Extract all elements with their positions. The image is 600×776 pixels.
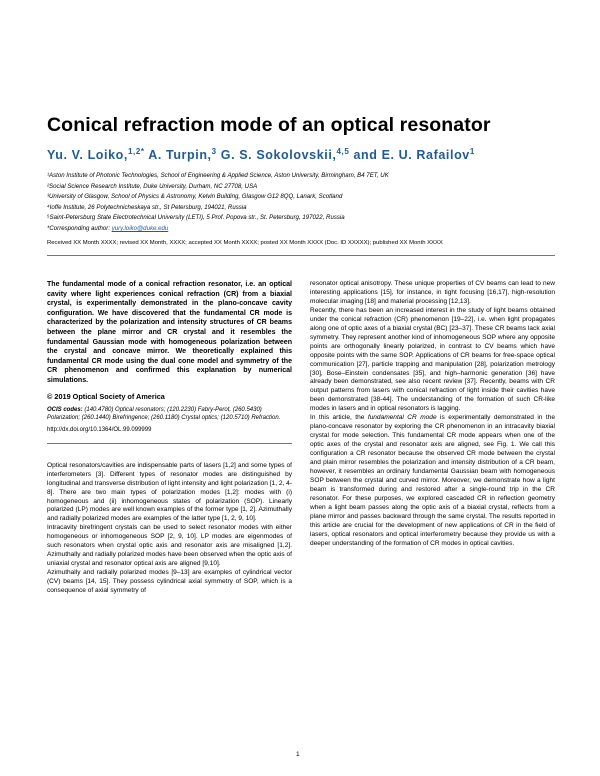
page-number: 1 [296, 751, 300, 758]
body-paragraph-1: Optical resonators/cavities are indispensable parts of lasers [1,2] and some types of interferometers [3]. Different types of resonator modes are distinguished by longitudinal and transverse distribution of light intensity and light polarization [1, 2, 4-8]. There are two main types of polarization modes [1,2]: modes with (i) homogeneous and (ii) inhomogeneous states of polarization (SOP). Linearly polarized (LP) modes are well known examples of the former type [1, 2]. Azimuthally and radially polarized modes are examples of the latter type [1, 2, 9, 10]. [47, 461, 292, 523]
left-column [47, 280, 292, 596]
author-list [47, 147, 567, 162]
affiliation-1: ¹Aston Institute of Photonic Technologies, School of Engineering & Applied Science, Aston University, Birmingham, B4 7ET, UK [47, 172, 389, 179]
doi-link[interactable]: http://dx.doi.org/10.1364/OL.99.099999 [47, 426, 152, 433]
body-paragraph-2: Intracavity birefringent crystals can be used to select resonator modes with either homogeneous or inhomogeneous SOP [2, 9, 10]. LP modes are eigenmodes of such resonators when crystal optic axis and resonator axis are misaligned [1,2]. Azimuthally and radially polarized modes have been observed when the optic axis of uniaxial crystal and resonator optical axis are aligned [9,10]. [47, 524, 292, 568]
author-1: Yu. V. Loiko,$^{1,2*}$ [47, 147, 145, 163]
body-paragraph-3: Azimuthally and radially polarized modes [9–13] are examples of cylindrical vector (CV) beams [14, 15]. They possess cylindrical axial symmetry of SOP, which is a consequence of axial symmetry of [47, 569, 292, 595]
author-3: G. S. Sokolovskii,$^{4,5}$ [216, 147, 350, 163]
corresponding-email-link[interactable]: yury.loiko@duke.edu [111, 224, 169, 232]
received-dates: Received XX Month XXXX; revised XX Month, XXXX; accepted XX Month XXXX; posted XX Month XXXX (Doc. ID XXXXX); published XX Month XXXX [47, 240, 443, 246]
author-2: A. Turpin,$^3$ [144, 147, 217, 163]
affiliations [47, 171, 567, 235]
affiliation-2: ²Social Science Research Institute, Duke University, Durham, NC 27708, USA [47, 182, 258, 190]
body-paragraph-5: Recently, there has been an increased interest in the study of light beams obtained under the conical refraction (CR) phenomenon [19–22], i.e. when light propagates along one of optic axes of a biaxial crystal (BC) [23–37]. These CR beams lack axial symmetry. They represent another kind of inhomogeneous SOP where any opposite points are orthogonally linearly polarized, in contrast to CV beams which have opposite points with the same SOP. Applications of CR beams for free-space optical communication [27], particle trapping and manipulation [28], polarization metrology [30], Bose–Einstein condensates [35], and high–harmonic generation [36] have already been demonstrated, see also recent review [37]. Recently, beams with CR output patterns from lasers with conical refraction of light inside their cavities have been demonstrated [38-44]. The understanding of the formation of such CR-like modes in lasers and in optical resonators is lagging. [310, 306, 555, 413]
corresponding-author: *Corresponding author: yury.loiko@duke.edu [47, 224, 169, 232]
header-divider [47, 255, 555, 256]
abstract-divider [47, 443, 292, 444]
author-4: and E. U. Rafailov$^1$ [349, 147, 475, 163]
copyright-notice: © 2019 Optical Society of America [47, 391, 165, 401]
body-paragraph-6: In this article, the fundamental CR mode is experimentally demonstrated in the plano-concave resonator by exploring the CR phenomenon in an intracavity biaxial crystal for mode selection. This fundamental CR mode appears when one of the optic axes of the crystal and resonator axis are aligned, see Fig. 1. We call this configuration a CR resonator because the observed CR mode between the crystal and plain mirror resembles the polarization and intensity distribution of a CR beam, however, it resembles an ordinary fundamental Gaussian beam with homogeneous SOP between the crystal and curved mirror. Moreover, we demonstrate how a light beam is transformed during and restored after a single-round trip in the CR resonator. For these purposes, we explored cascaded CR in reflection geometry when a light beam passes along the optic axis of a biaxial crystal, reflects from a plane mirror and passes backward through the same crystal. The results reported in this article are crucial for the development of new applications of CR in the field of lasers, optical resonators and optical interferometry because they provide us with a deeper understanding of the formation of CR modes in optical cavities. [310, 414, 555, 547]
paper-title: Conical refraction mode of an optical resonator [47, 114, 491, 136]
affiliation-5: ⁵Saint-Petersburg State Electrotechnical University (LETI), 5 Prof. Popova str., St. Petersburg, 197022, Russia [47, 214, 345, 222]
body-paragraph-4: resonator optical anisotropy. These unique properties of CV beams can lead to new interesting applications [15], for instance, in tight focusing [16,17], high-resolution molecular imaging [18] and material processing [12,13]. [310, 280, 555, 305]
ocis-codes: OCIS codes: (140.4780) Optical resonators; (120.2230) Fabry-Perot, (260.5430) Polarization; (260.1440) Birefringence; (260.1180) Crystal optics; (120.5710) Refraction. [47, 406, 281, 422]
term-fundamental-cr-mode: fundamental CR mode [367, 414, 437, 422]
affiliation-3: ³University of Glasgow, School of Physics & Astronomy, Kelvin Building, Glasgow G12 8QQ, Lanark, Scotland [47, 193, 343, 201]
abstract: The fundamental mode of a conical refraction resonator, i.e. an optical cavity where light experiences conical refraction (CR) from a biaxial crystal, is experimentally demonstrated in the plano-concave cavity configuration. We have discovered that the fundamental CR mode is characterized by the polarization and intensity structures of CR beams between the plane mirror and CR crystal and it resembles the fundamental Gaussian mode with homogeneous polarization between the crystal and concave mirror. We theoretically explained this fundamental CR mode using the dual cone model and symmetry of the CR phenomenon and confirmed this explanation by numerical simulations. [47, 281, 292, 384]
right-column [310, 280, 555, 549]
affiliation-4: ⁴Ioffe Institute, 26 Polytechnicheskaya str., St Petersburg, 194021, Russia [47, 203, 247, 211]
